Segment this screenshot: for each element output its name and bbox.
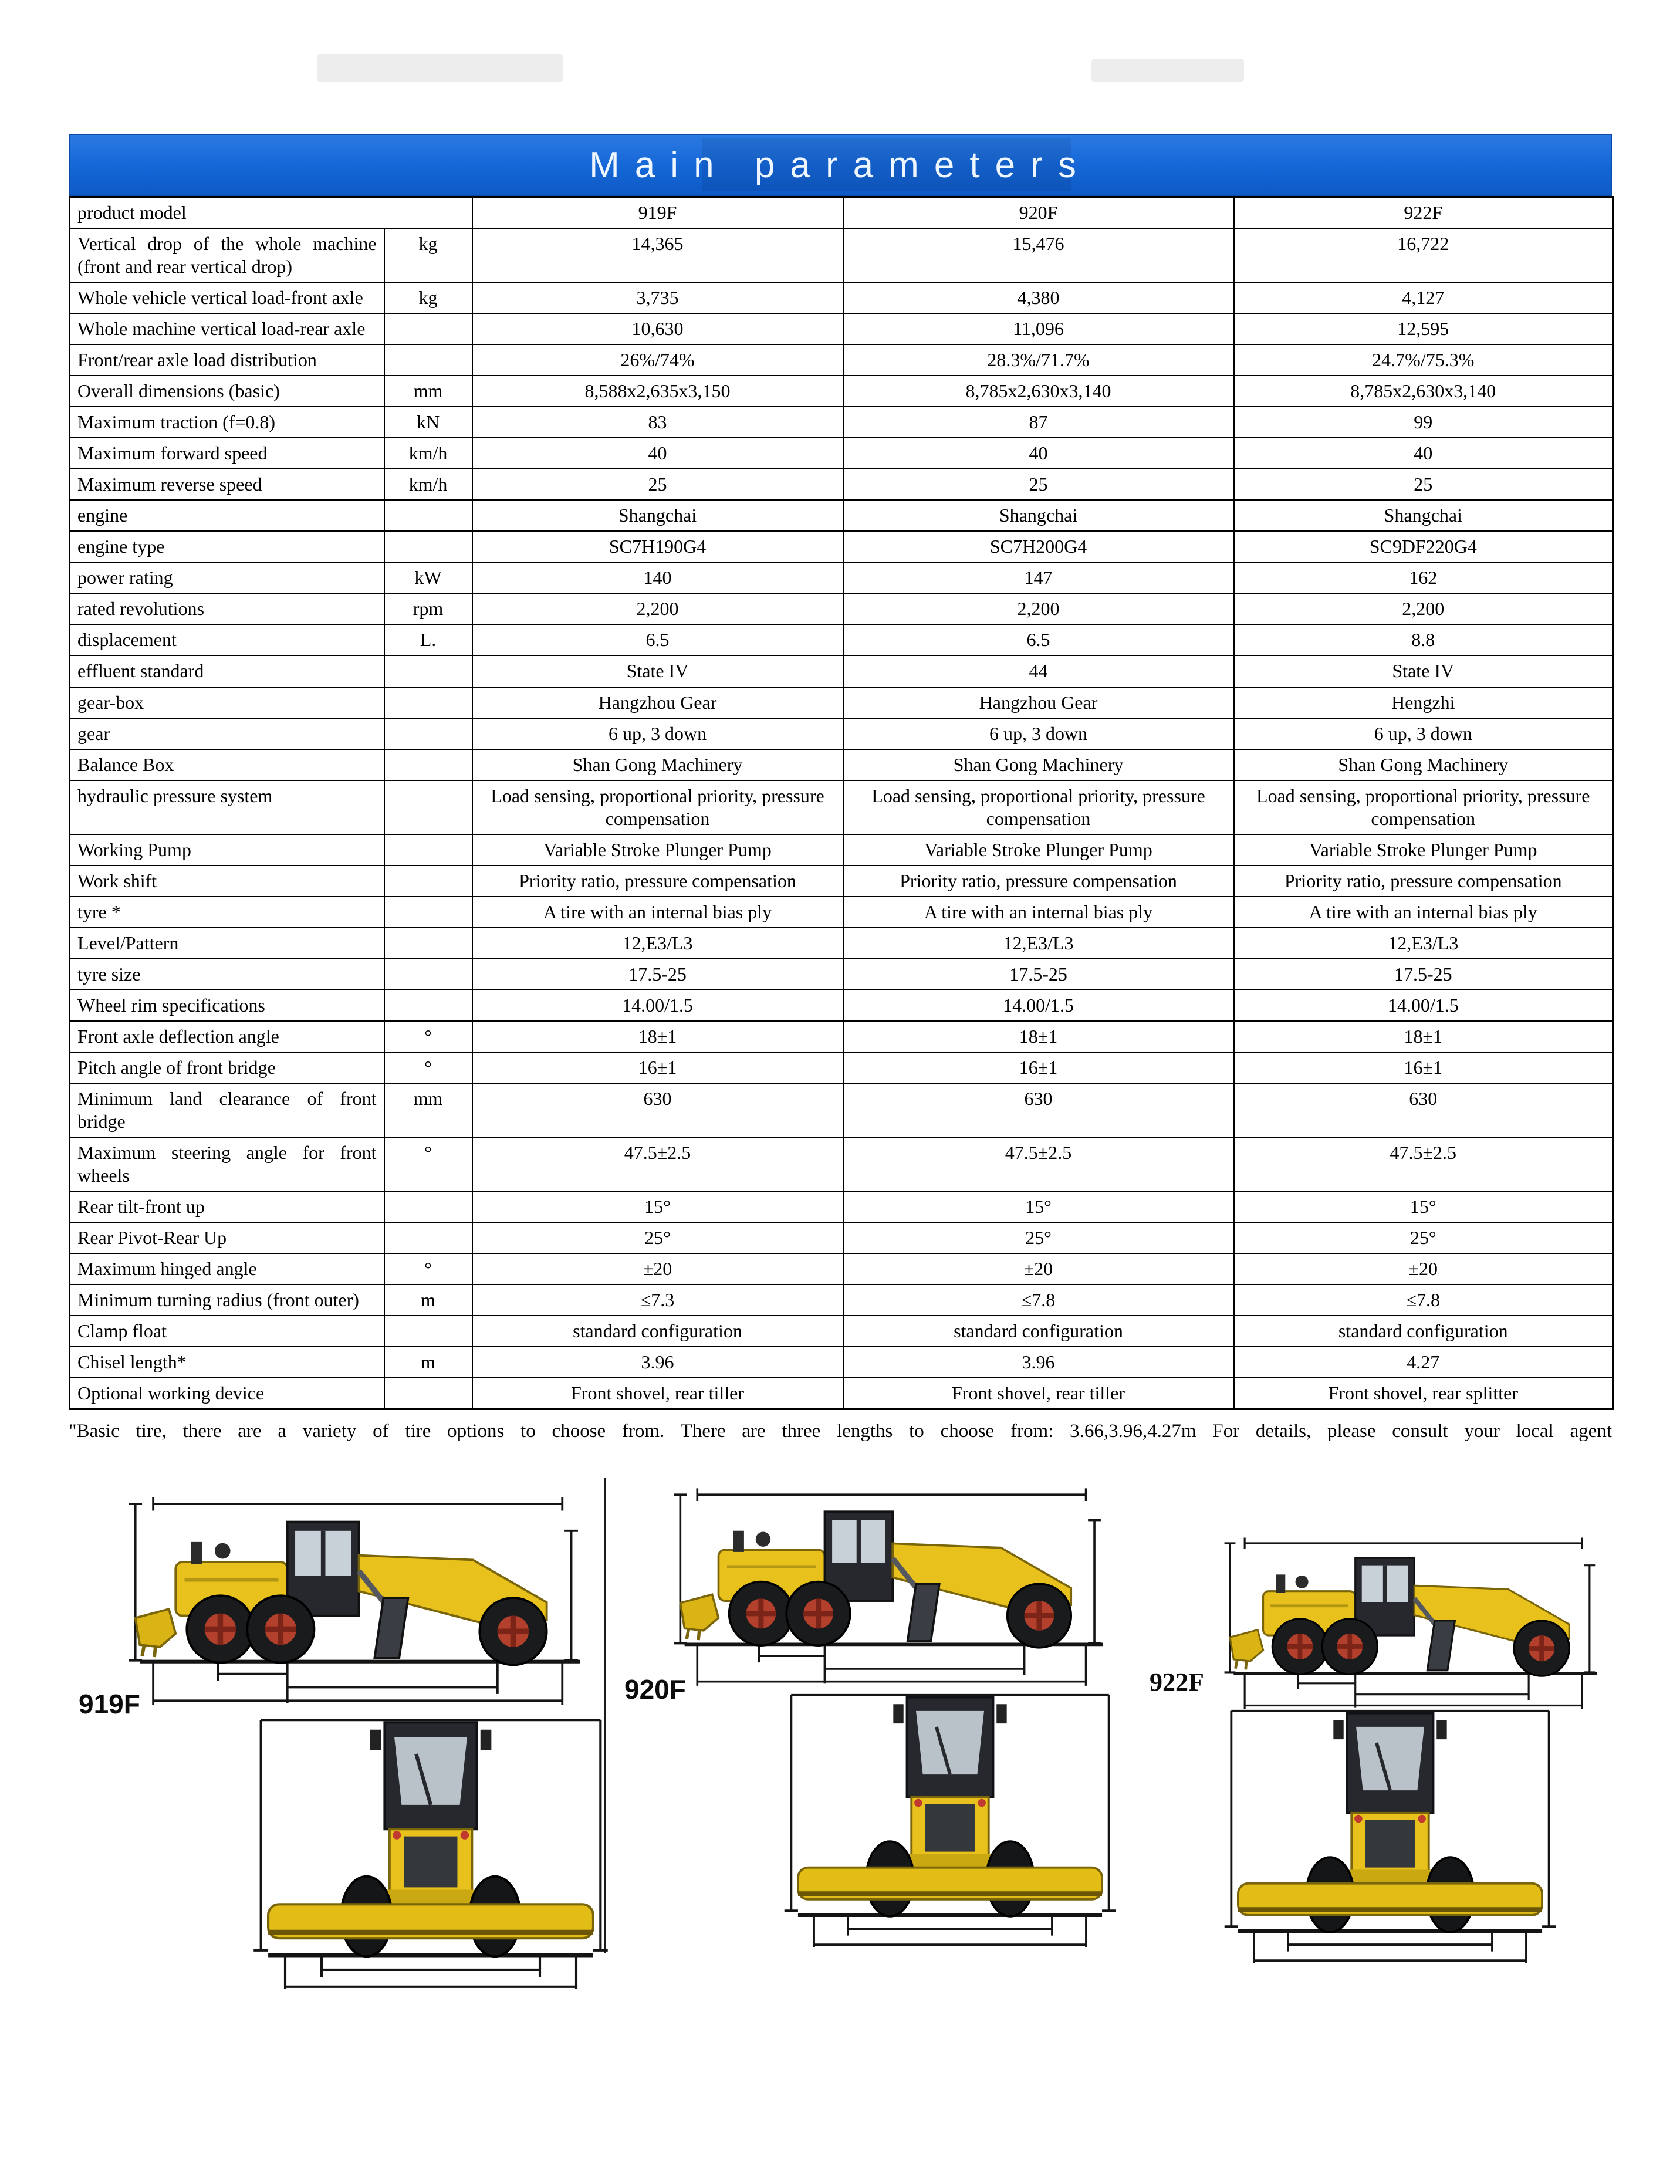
value-cell: 919F (472, 197, 843, 229)
table-row (70, 407, 1613, 438)
param-label: Maximum forward speed (70, 438, 384, 469)
unit-cell (384, 959, 472, 990)
unit-cell (384, 990, 472, 1021)
value-cell: 16,722 (1234, 228, 1613, 282)
param-label: Working Pump (70, 834, 384, 866)
value-cell: A tire with an internal bias ply (472, 897, 843, 928)
unit-cell (384, 1222, 472, 1253)
grader-front-view-919f (249, 1698, 613, 1989)
value-cell: State IV (472, 655, 843, 687)
table-row (70, 228, 1613, 282)
value-cell: 4,127 (1234, 282, 1613, 313)
table-row (70, 990, 1613, 1021)
param-label: Optional working device (70, 1378, 384, 1409)
value-cell: 40 (1234, 438, 1613, 469)
table-row (70, 928, 1613, 959)
param-label: Wheel rim specifications (70, 990, 384, 1021)
document-content (69, 134, 1612, 2036)
table-row (70, 1052, 1613, 1083)
unit-cell: km/h (384, 469, 472, 500)
value-cell: 16±1 (843, 1052, 1234, 1083)
unit-cell: kg (384, 228, 472, 282)
value-cell: ≤7.3 (472, 1284, 843, 1316)
table-row (70, 344, 1613, 376)
value-cell: 25° (843, 1222, 1234, 1253)
unit-cell (384, 897, 472, 928)
value-cell: Front shovel, rear tiller (472, 1378, 843, 1409)
unit-cell: rpm (384, 593, 472, 624)
table-row (70, 313, 1613, 344)
table-row (70, 834, 1613, 866)
value-cell: 6 up, 3 down (843, 718, 1234, 749)
unit-cell: ° (384, 1253, 472, 1284)
value-cell: 2,200 (1234, 593, 1613, 624)
param-label: hydraulic pressure system (70, 780, 384, 834)
value-cell: Shan Gong Machinery (843, 749, 1234, 780)
value-cell: 16±1 (472, 1052, 843, 1083)
value-cell: 8,588x2,635x3,150 (472, 376, 843, 407)
value-cell: 14,365 (472, 228, 843, 282)
param-label: Balance Box (70, 749, 384, 780)
table-row (70, 376, 1613, 407)
unit-cell (384, 1378, 472, 1409)
value-cell: 17.5-25 (843, 959, 1234, 990)
param-label: product model (70, 197, 472, 229)
param-label: Overall dimensions (basic) (70, 376, 384, 407)
param-label: Front axle deflection angle (70, 1021, 384, 1052)
unit-cell (384, 531, 472, 562)
unit-cell (384, 866, 472, 897)
unit-cell: mm (384, 1083, 472, 1137)
table-row (70, 780, 1613, 834)
value-cell: 25° (472, 1222, 843, 1253)
table-row (70, 749, 1613, 780)
value-cell: 147 (843, 562, 1234, 593)
table-row (70, 1191, 1613, 1222)
value-cell: SC7H190G4 (472, 531, 843, 562)
param-label: rated revolutions (70, 593, 384, 624)
value-cell: Shan Gong Machinery (472, 749, 843, 780)
model-label-922f: 922F (1150, 1667, 1204, 1696)
grader-front-view-920f (780, 1675, 1120, 1947)
value-cell: 18±1 (472, 1021, 843, 1052)
value-cell: 6.5 (843, 624, 1234, 655)
footnote-text: "Basic tire, there are a variety of tire options to choose from. There are three lengths to choose from: 3.66,3.96,4.27m For details, please consult your local agent (69, 1421, 1612, 1442)
value-cell: Hangzhou Gear (843, 687, 1234, 718)
unit-cell (384, 780, 472, 834)
param-label: Minimum land clearance of front bridge (70, 1083, 384, 1137)
table-row (70, 718, 1613, 749)
value-cell: Load sensing, proportional priority, pressure compensation (843, 780, 1234, 834)
value-cell: Hengzhi (1234, 687, 1613, 718)
table-row (70, 500, 1613, 531)
table-row (70, 1378, 1613, 1409)
param-label: Maximum reverse speed (70, 469, 384, 500)
grader-side-view-919f (120, 1493, 589, 1705)
value-cell: 12,E3/L3 (1234, 928, 1613, 959)
table-row (70, 1316, 1613, 1347)
param-label: power rating (70, 562, 384, 593)
value-cell: 25° (1234, 1222, 1613, 1253)
param-label: Rear Pivot-Rear Up (70, 1222, 384, 1253)
unit-cell: mm (384, 376, 472, 407)
param-label: Whole machine vertical load-rear axle (70, 313, 384, 344)
value-cell: 6 up, 3 down (472, 718, 843, 749)
value-cell: ±20 (843, 1253, 1234, 1284)
value-cell: Variable Stroke Plunger Pump (843, 834, 1234, 866)
value-cell: 6 up, 3 down (1234, 718, 1613, 749)
table-row (70, 959, 1613, 990)
value-cell: 25 (843, 469, 1234, 500)
value-cell: 14.00/1.5 (472, 990, 843, 1021)
value-cell: 140 (472, 562, 843, 593)
model-label-920f: 920F (624, 1674, 686, 1705)
dimension-diagrams-section (69, 1460, 1612, 2036)
value-cell: 15° (1234, 1191, 1613, 1222)
value-cell: standard configuration (1234, 1316, 1613, 1347)
value-cell: 8.8 (1234, 624, 1613, 655)
scan-artifact (317, 54, 563, 82)
value-cell: standard configuration (843, 1316, 1234, 1347)
param-label: Front/rear axle load distribution (70, 344, 384, 376)
value-cell: State IV (1234, 655, 1613, 687)
value-cell: 25 (1234, 469, 1613, 500)
param-label: Vertical drop of the whole machine (front and rear vertical drop) (70, 228, 384, 282)
param-label: Maximum hinged angle (70, 1253, 384, 1284)
unit-cell: ° (384, 1021, 472, 1052)
value-cell: 3.96 (843, 1347, 1234, 1378)
param-label: Level/Pattern (70, 928, 384, 959)
value-cell: 630 (472, 1083, 843, 1137)
page-title: Main parameters (589, 144, 1091, 185)
table-row (70, 593, 1613, 624)
unit-cell (384, 749, 472, 780)
unit-cell: kW (384, 562, 472, 593)
grader-side-view-922f (1217, 1534, 1604, 1709)
specifications-table (69, 196, 1614, 1410)
value-cell: 6.5 (472, 624, 843, 655)
param-label: Maximum steering angle for front wheels (70, 1137, 384, 1191)
main-parameters-header-bar (69, 134, 1612, 196)
value-cell: Variable Stroke Plunger Pump (1234, 834, 1613, 866)
unit-cell (384, 500, 472, 531)
unit-cell (384, 344, 472, 376)
value-cell: 83 (472, 407, 843, 438)
table-row (70, 1347, 1613, 1378)
value-cell: 920F (843, 197, 1234, 229)
value-cell: Shan Gong Machinery (1234, 749, 1613, 780)
table-row (70, 866, 1613, 897)
unit-cell: L. (384, 624, 472, 655)
value-cell: 3,735 (472, 282, 843, 313)
value-cell: 87 (843, 407, 1234, 438)
value-cell: Priority ratio, pressure compensation (472, 866, 843, 897)
value-cell: 18±1 (1234, 1021, 1613, 1052)
param-label: Whole vehicle vertical load-front axle (70, 282, 384, 313)
value-cell: 26%/74% (472, 344, 843, 376)
value-cell: standard configuration (472, 1316, 843, 1347)
unit-cell: m (384, 1284, 472, 1316)
value-cell: 17.5-25 (1234, 959, 1613, 990)
value-cell: 47.5±2.5 (1234, 1137, 1613, 1191)
table-row (70, 562, 1613, 593)
value-cell: 14.00/1.5 (1234, 990, 1613, 1021)
value-cell: 630 (1234, 1083, 1613, 1137)
unit-cell: kN (384, 407, 472, 438)
param-label: Chisel length* (70, 1347, 384, 1378)
value-cell: Front shovel, rear tiller (843, 1378, 1234, 1409)
value-cell: Variable Stroke Plunger Pump (472, 834, 843, 866)
unit-cell (384, 687, 472, 718)
param-label: gear (70, 718, 384, 749)
table-row (70, 1222, 1613, 1253)
value-cell: ≤7.8 (1234, 1284, 1613, 1316)
value-cell: 15° (843, 1191, 1234, 1222)
param-label: effluent standard (70, 655, 384, 687)
value-cell: 44 (843, 655, 1234, 687)
param-label: Minimum turning radius (front outer) (70, 1284, 384, 1316)
table-row (70, 197, 1613, 229)
param-label: engine type (70, 531, 384, 562)
value-cell: 47.5±2.5 (843, 1137, 1234, 1191)
value-cell: 24.7%/75.3% (1234, 344, 1613, 376)
value-cell: 162 (1234, 562, 1613, 593)
value-cell: 8,785x2,630x3,140 (843, 376, 1234, 407)
value-cell: 47.5±2.5 (472, 1137, 843, 1191)
value-cell: 12,E3/L3 (843, 928, 1234, 959)
value-cell: 15° (472, 1191, 843, 1222)
value-cell: 8,785x2,630x3,140 (1234, 376, 1613, 407)
value-cell: 11,096 (843, 313, 1234, 344)
value-cell: Shangchai (472, 500, 843, 531)
param-label: Pitch angle of front bridge (70, 1052, 384, 1083)
param-label: displacement (70, 624, 384, 655)
value-cell: 28.3%/71.7% (843, 344, 1234, 376)
value-cell: 10,630 (472, 313, 843, 344)
value-cell: 17.5-25 (472, 959, 843, 990)
value-cell: Shangchai (1234, 500, 1613, 531)
param-label: Maximum traction (f=0.8) (70, 407, 384, 438)
value-cell: Front shovel, rear splitter (1234, 1378, 1613, 1409)
param-label: tyre * (70, 897, 384, 928)
value-cell: Priority ratio, pressure compensation (843, 866, 1234, 897)
value-cell: 40 (472, 438, 843, 469)
unit-cell (384, 1191, 472, 1222)
value-cell: 4.27 (1234, 1347, 1613, 1378)
unit-cell (384, 834, 472, 866)
value-cell: 18±1 (843, 1021, 1234, 1052)
table-row (70, 438, 1613, 469)
unit-cell (384, 1316, 472, 1347)
unit-cell: m (384, 1347, 472, 1378)
value-cell: 99 (1234, 407, 1613, 438)
model-label-919f: 919F (79, 1688, 140, 1719)
table-row (70, 1137, 1613, 1191)
value-cell: A tire with an internal bias ply (843, 897, 1234, 928)
unit-cell (384, 313, 472, 344)
param-label: tyre size (70, 959, 384, 990)
param-label: engine (70, 500, 384, 531)
unit-cell: ° (384, 1137, 472, 1191)
table-row (70, 655, 1613, 687)
table-row (70, 1253, 1613, 1284)
value-cell: 2,200 (472, 593, 843, 624)
value-cell: 12,595 (1234, 313, 1613, 344)
param-label: gear-box (70, 687, 384, 718)
value-cell: SC7H200G4 (843, 531, 1234, 562)
table-row (70, 1284, 1613, 1316)
value-cell: 14.00/1.5 (843, 990, 1234, 1021)
value-cell: 3.96 (472, 1347, 843, 1378)
value-cell: 40 (843, 438, 1234, 469)
unit-cell (384, 655, 472, 687)
value-cell: ≤7.8 (843, 1284, 1234, 1316)
grader-side-view-920f (665, 1484, 1111, 1686)
table-row (70, 687, 1613, 718)
value-cell: 16±1 (1234, 1052, 1613, 1083)
value-cell: ±20 (1234, 1253, 1613, 1284)
value-cell: 2,200 (843, 593, 1234, 624)
unit-cell (384, 928, 472, 959)
param-label: Clamp float (70, 1316, 384, 1347)
value-cell: 25 (472, 469, 843, 500)
unit-cell: km/h (384, 438, 472, 469)
value-cell: Load sensing, proportional priority, pressure compensation (472, 780, 843, 834)
value-cell: ±20 (472, 1253, 843, 1284)
unit-cell (384, 718, 472, 749)
value-cell: 4,380 (843, 282, 1234, 313)
table-row (70, 1021, 1613, 1052)
value-cell: Shangchai (843, 500, 1234, 531)
unit-cell: ° (384, 1052, 472, 1083)
table-row (70, 897, 1613, 928)
value-cell: A tire with an internal bias ply (1234, 897, 1613, 928)
value-cell: SC9DF220G4 (1234, 531, 1613, 562)
scan-artifact (1091, 59, 1244, 82)
value-cell: Priority ratio, pressure compensation (1234, 866, 1613, 897)
value-cell: Hangzhou Gear (472, 687, 843, 718)
unit-cell: kg (384, 282, 472, 313)
value-cell: Load sensing, proportional priority, pressure compensation (1234, 780, 1613, 834)
table-row (70, 282, 1613, 313)
value-cell: 12,E3/L3 (472, 928, 843, 959)
value-cell: 630 (843, 1083, 1234, 1137)
table-row (70, 1083, 1613, 1137)
value-cell: 15,476 (843, 228, 1234, 282)
param-label: Rear tilt-front up (70, 1191, 384, 1222)
table-row (70, 531, 1613, 562)
table-row (70, 469, 1613, 500)
param-label: Work shift (70, 866, 384, 897)
table-row (70, 624, 1613, 655)
grader-front-view-922f (1220, 1691, 1560, 1963)
value-cell: 922F (1234, 197, 1613, 229)
